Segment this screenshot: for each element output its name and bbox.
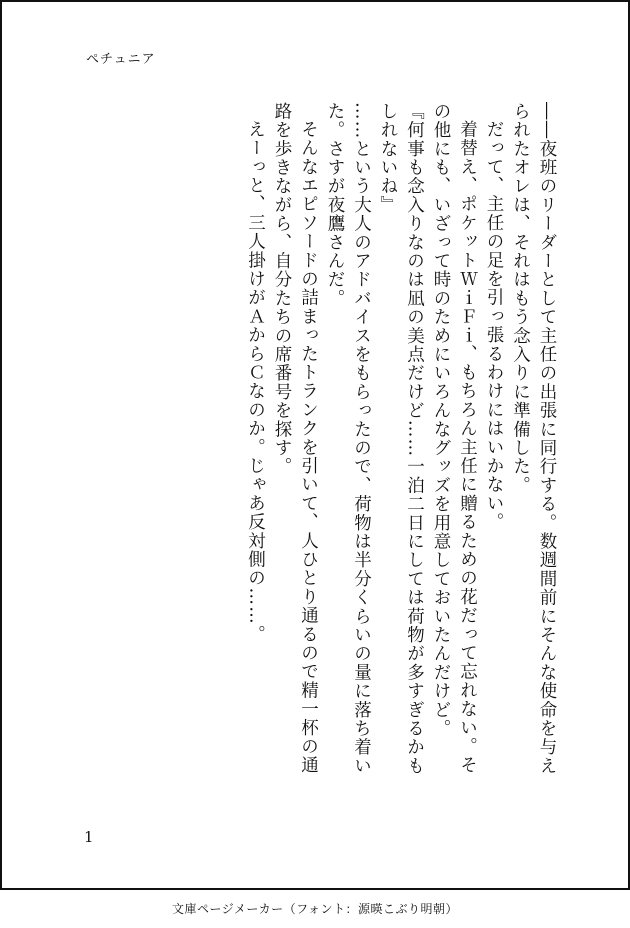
paragraph: だって、主任の足を引っ張るわけにはいかない。 — [484, 119, 504, 531]
paragraph: えーっと、三人掛けがＡからＣなのか。じゃあ反対側の……。 — [245, 119, 266, 644]
paragraph: 『何事も念入りなのは凪の美点だけど……一泊二日にしては荷物が多すぎるかもしれないね』 — [378, 102, 425, 776]
paragraph: そんなエピソードの詰まったトランクを引いて、人ひとり通るので精一杯の通路を歩きながら、自分たちの席番号を探す。 — [272, 102, 319, 774]
paragraph: ――夜班のリーダーとして主任の出張に同行する。数週間前にそんな使命を与えられたオレは、それはもう念入りに準備した。 — [510, 102, 557, 776]
body-text — [110, 102, 560, 792]
footer-credit: 文庫ページメーカー（フォント：源暎こぶり明朝） — [171, 902, 459, 916]
running-title: ペチュニア — [86, 52, 156, 67]
page-number: 1 — [84, 828, 94, 846]
paragraph: 着替え、ポケットＷｉＦｉ、もちろん主任に贈るための花だって忘れない。その他にも、いざって時のためにいろんなグッズを用意しておいたんだけど。 — [431, 102, 478, 774]
paragraph: ……という大人のアドバイスをもらったので、荷物は半分くらいの量に落ち着いた。さすが夜鷹さんだ。 — [325, 102, 372, 776]
